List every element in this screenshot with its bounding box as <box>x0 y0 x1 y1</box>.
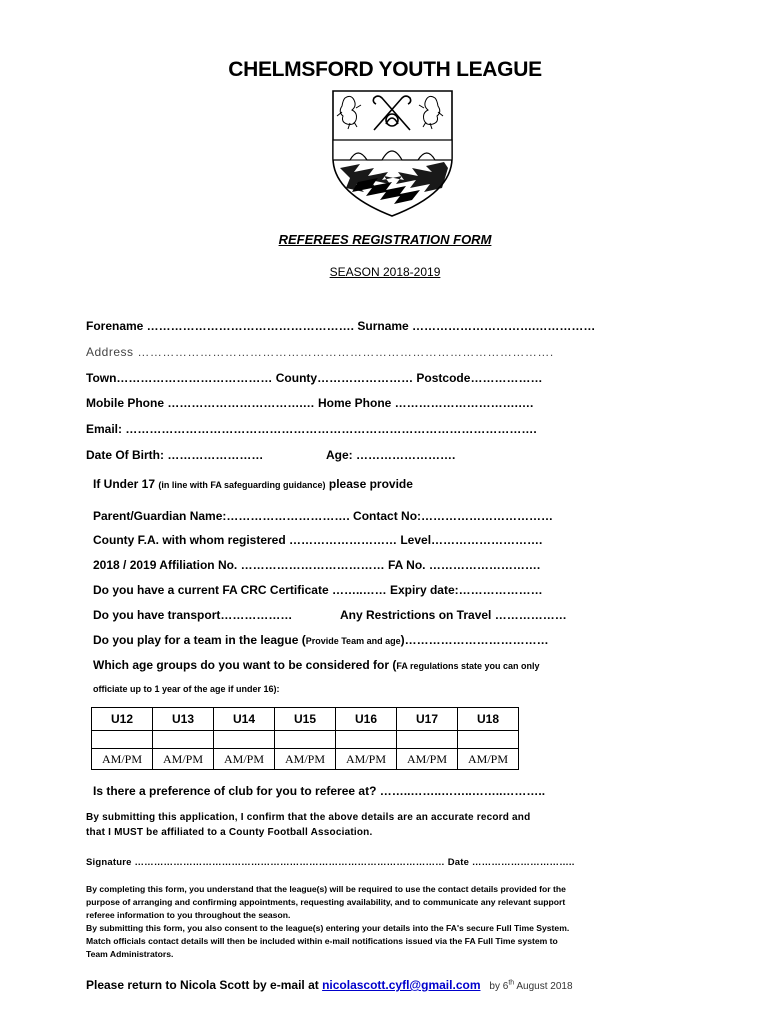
return-instructions <box>86 978 573 992</box>
parent-guardian-field[interactable]: Parent/Guardian Name:…………………………. Contact No:…………………………… <box>93 509 554 523</box>
ampm-option-u12[interactable]: AM/PM <box>92 749 153 770</box>
age-select-cell-u14[interactable] <box>214 731 275 749</box>
consent-line-3: referee information to you throughout the season. <box>86 910 291 920</box>
ampm-option-u16[interactable]: AM/PM <box>336 749 397 770</box>
declaration-line-1: By submitting this application, I confirm that the above details are an accurate record and <box>86 812 531 823</box>
age-select-cell-u15[interactable] <box>275 731 336 749</box>
consent-line-1: By completing this form, you understand that the league(s) will be required to use the contact details provided for the <box>86 884 566 894</box>
fa-regulations-note: FA regulations state you can only <box>396 661 540 671</box>
ampm-option-u17[interactable]: AM/PM <box>397 749 458 770</box>
ampm-option-u18[interactable]: AM/PM <box>458 749 519 770</box>
age-header-u12: U12 <box>92 708 153 731</box>
team-answer-line: )……………………………… <box>400 633 549 647</box>
consent-line-5: Match officials contact details will then be included within e-mail notifications issued via the FA Full Time system to <box>86 936 558 946</box>
ampm-option-u13[interactable]: AM/PM <box>153 749 214 770</box>
consent-line-2: purpose of arranging and confirming appointments, requesting availability, and to communicate any relevant support <box>86 897 566 907</box>
under17-text: If Under 17 <box>93 477 159 491</box>
travel-restrictions-field[interactable]: Any Restrictions on Travel ……………… <box>340 608 567 622</box>
age-header-u17: U17 <box>397 708 458 731</box>
age-select-cell-u13[interactable] <box>153 731 214 749</box>
fa-regulations-note-continued: officiate up to 1 year of the age if under 16): <box>93 684 280 694</box>
deadline-by: by 6 <box>489 981 509 992</box>
deadline-text <box>484 981 573 992</box>
transport-field[interactable]: Do you have transport……………… <box>93 608 293 622</box>
please-provide-text: please provide <box>325 477 413 491</box>
consent-line-4: By submitting this form, you also consent to the league(s) entering your details into the FA's secure Full Time System. <box>86 923 570 933</box>
age-header-u15: U15 <box>275 708 336 731</box>
age-select-cell-u17[interactable] <box>397 731 458 749</box>
age-select-cell-u12[interactable] <box>92 731 153 749</box>
safeguarding-note: (in line with FA safeguarding guidance) <box>158 480 326 490</box>
return-email-link[interactable]: nicolascott.cyfl@gmail.com <box>322 978 481 992</box>
date-of-birth-field[interactable]: Date Of Birth: …………………… <box>86 448 264 462</box>
crc-certificate-field[interactable]: Do you have a current FA CRC Certificate ……..…… Expiry date:………………… <box>93 583 543 597</box>
club-preference-field[interactable]: Is there a preference of club for you to referee at? ……..……..……..……..……….. <box>93 784 546 798</box>
season-label: SEASON 2018-2019 <box>329 265 441 279</box>
age-header-u16: U16 <box>336 708 397 731</box>
deadline-suffix: th <box>508 979 515 987</box>
league-title: CHELMSFORD YOUTH LEAGUE <box>228 58 542 81</box>
mobile-home-phone-field[interactable]: Mobile Phone …………………………….… Home Phone ………………………….…. <box>86 396 534 410</box>
email-field[interactable]: Email: …………………………………………………………………………………………. <box>86 422 537 436</box>
age-header-u14: U14 <box>214 708 275 731</box>
return-text: Please return to Nicola Scott by e-mail at <box>86 978 323 992</box>
team-question-text: Do you play for a team in the league ( <box>93 633 306 647</box>
declaration-line-2: that I MUST be affiliated to a County Football Association. <box>86 827 373 838</box>
league-crest-logo <box>330 88 455 218</box>
ampm-option-u14[interactable]: AM/PM <box>214 749 275 770</box>
affiliation-fa-no-field[interactable]: 2018 / 2019 Affiliation No. ……………………………… FA No. ………………………. <box>93 558 541 572</box>
ampm-option-u15[interactable]: AM/PM <box>275 749 336 770</box>
town-county-postcode-field[interactable]: Town………………………………… County…………………… Postcode……………… <box>86 371 543 385</box>
team-in-league-field[interactable] <box>93 633 549 647</box>
consent-line-6: Team Administrators. <box>86 949 174 959</box>
age-groups-question <box>93 658 540 672</box>
age-header-u18: U18 <box>458 708 519 731</box>
team-note: Provide Team and age <box>305 636 401 646</box>
signature-date-field[interactable]: Signature …………………………………………………………………………………… Date ………………………….. <box>86 857 575 868</box>
age-header-u13: U13 <box>153 708 214 731</box>
form-title: REFEREES REGISTRATION FORM <box>278 232 492 247</box>
county-fa-level-field[interactable]: County F.A. with whom registered ……………………… Level………………………. <box>93 533 543 547</box>
forename-surname-field[interactable]: Forename ……………………………………………. Surname ………………………….…………… <box>86 319 596 333</box>
age-groups-table <box>91 707 519 770</box>
deadline-date: August 2018 <box>514 981 573 992</box>
age-groups-text: Which age groups do you want to be considered for ( <box>93 658 397 672</box>
address-field[interactable]: Address ………………………………………………………………………………………. <box>86 345 554 359</box>
under17-instruction <box>93 477 413 491</box>
age-select-cell-u16[interactable] <box>336 731 397 749</box>
age-select-cell-u18[interactable] <box>458 731 519 749</box>
age-field[interactable]: Age: ……………………. <box>326 448 456 462</box>
